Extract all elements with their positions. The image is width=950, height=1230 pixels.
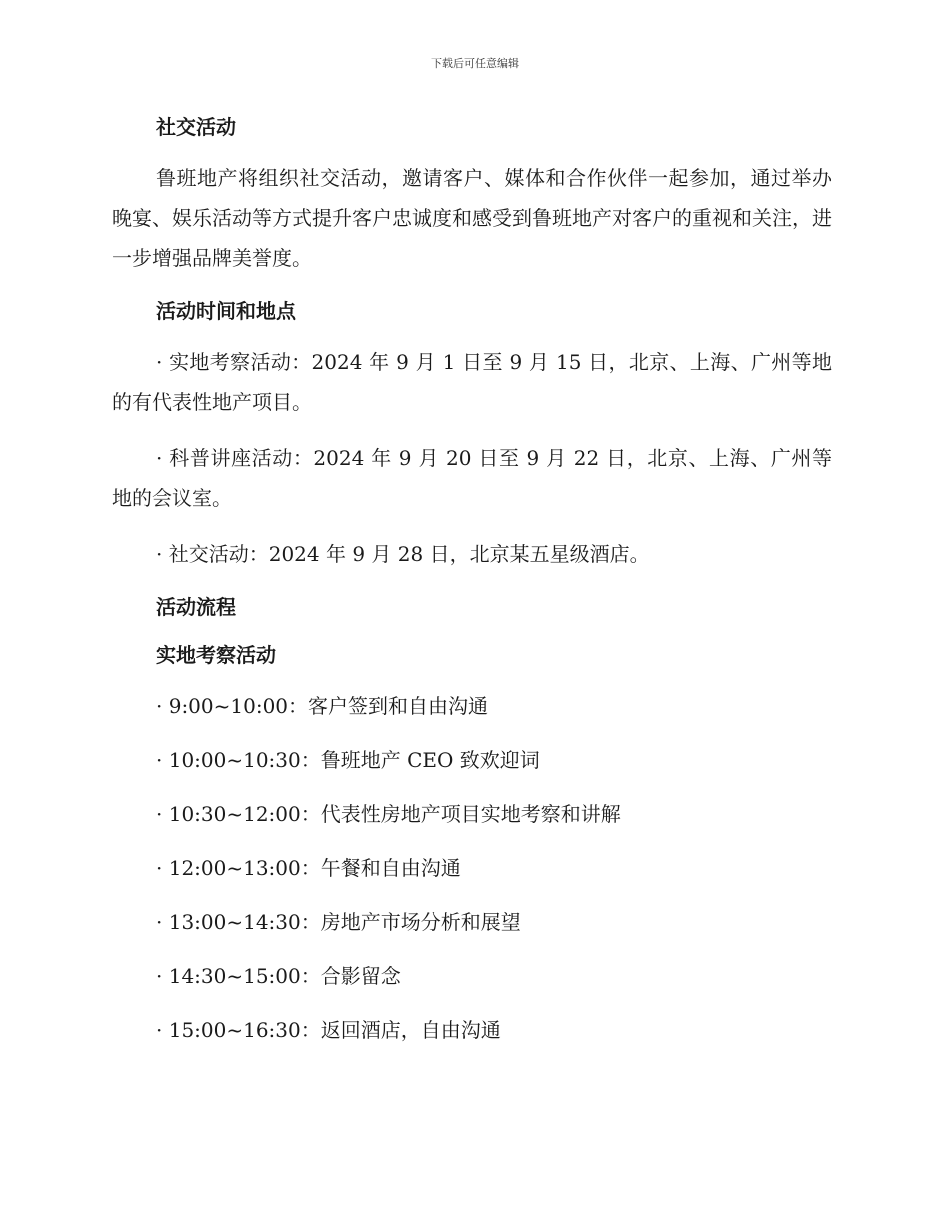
flow-item: · 10:00~10:30：鲁班地产 CEO 致欢迎词	[156, 748, 540, 772]
time-place-item: · 实地考察活动：2024 年 9 月 1 日至 9 月 15 日，北京、上海、广州等地的有代表性地产项目。	[112, 350, 832, 414]
flow-item: · 9:00~10:00：客户签到和自由沟通	[156, 694, 489, 718]
flow-item: · 12:00~13:00：午餐和自由沟通	[156, 856, 461, 880]
flow-item: · 13:00~14:30：房地产市场分析和展望	[156, 910, 521, 934]
page-header: 下载后可任意编辑	[431, 57, 519, 70]
time-place-item: · 社交活动：2024 年 9 月 28 日，北京某五星级酒店。	[156, 542, 650, 566]
flow-item: · 10:30~12:00：代表性房地产项目实地考察和讲解	[156, 802, 621, 826]
flow-item: · 15:00~16:30：返回酒店，自由沟通	[156, 1018, 501, 1042]
subheading-site-visit: 实地考察活动	[156, 643, 276, 667]
section-heading-time-place: 活动时间和地点	[156, 299, 296, 323]
time-place-item: · 科普讲座活动：2024 年 9 月 20 日至 9 月 22 日，北京、上海、广州等地的会议室。	[112, 446, 832, 510]
flow-item: · 14:30~15:00：合影留念	[156, 964, 401, 988]
section-heading-social: 社交活动	[156, 115, 236, 139]
social-paragraph: 鲁班地产将组织社交活动，邀请客户、媒体和合作伙伴一起参加，通过举办晚宴、娱乐活动等方式提升客户忠诚度和感受到鲁班地产对客户的重视和关注，进一步增强品牌美誉度。	[112, 166, 832, 270]
document-body	[112, 110, 832, 1050]
section-heading-flow: 活动流程	[156, 595, 236, 619]
